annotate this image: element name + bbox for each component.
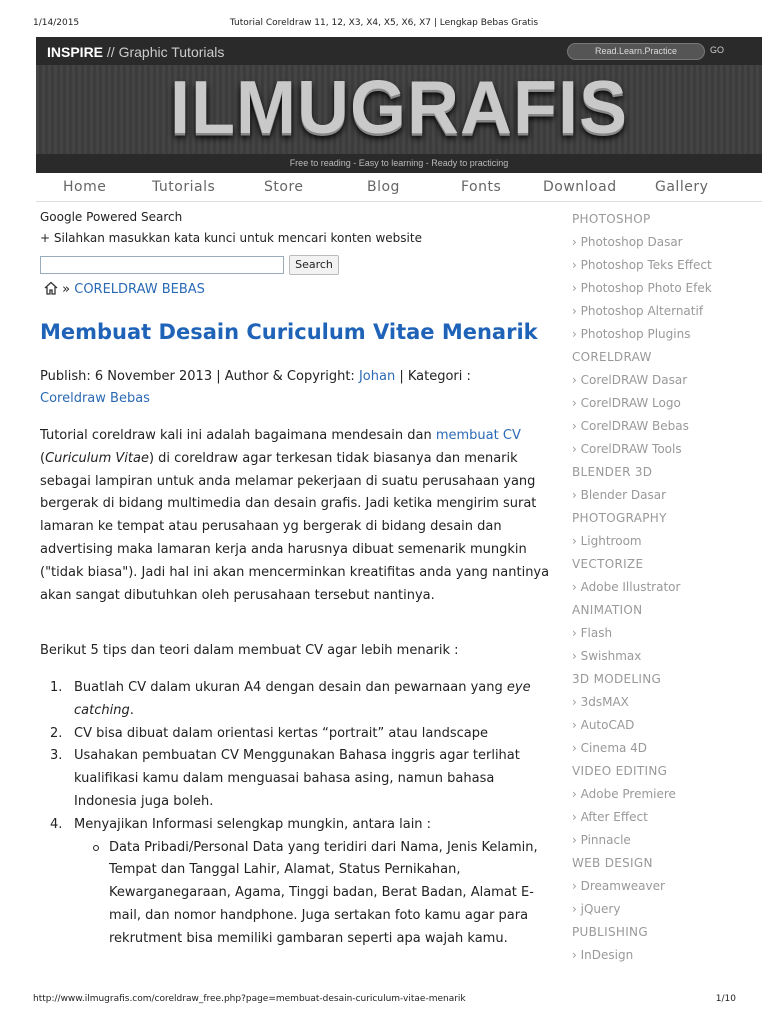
list-italic: eye catching	[74, 680, 531, 718]
article-title: Membuat Desain Curiculum Vitae Menarik	[40, 320, 538, 344]
sidebar-link[interactable]: › Dreamweaver	[572, 879, 665, 893]
nav-tutorials[interactable]: Tutorials	[152, 179, 216, 195]
sidebar-link[interactable]: › AutoCAD	[572, 718, 635, 732]
print-url: http://www.ilmugrafis.com/coreldraw_free.php?page=membuat-desain-curiculum-vitae-menarik	[33, 994, 466, 1004]
sidebar-link[interactable]: › Photoshop Alternatif	[572, 304, 704, 318]
main-nav	[36, 176, 762, 202]
brand-bold: INSPIRE	[47, 44, 104, 60]
list-text: Usahakan pembuatan CV Menggunakan Bahasa inggris agar terlihat kualifikasi kamu dalam menguasai bahasa asing, namun bahasa Indonesia juga boleh.	[74, 748, 520, 809]
sidebar-category[interactable]: PHOTOSHOP	[572, 212, 651, 226]
sidebar-category[interactable]: BLENDER 3D	[572, 465, 653, 479]
tips-list	[40, 677, 560, 951]
sidebar-link[interactable]: › After Effect	[572, 810, 648, 824]
list-text: Menyajikan Informasi selengkap mungkin, antara lain :	[74, 816, 432, 832]
breadcrumb-current[interactable]: CORELDRAW BEBAS	[74, 282, 205, 297]
author-link[interactable]: Johan	[358, 369, 396, 384]
search-label: Google Powered Search	[40, 210, 183, 224]
search-section	[40, 210, 560, 271]
list-number: 4.	[50, 816, 63, 832]
article-paragraph-2: Berikut 5 tips dan teori dalam membuat CV agar lebih menarik :	[40, 643, 459, 658]
membuat-cv-link[interactable]: membuat CV	[435, 428, 521, 443]
sidebar-link[interactable]: › CorelDRAW Dasar	[572, 373, 688, 387]
site-logo[interactable]: ILMUGRAFIS	[170, 66, 628, 150]
sidebar-category[interactable]: VIDEO EDITING	[572, 764, 668, 778]
sidebar-link[interactable]: › Photoshop Plugins	[572, 327, 691, 341]
banner-search-input[interactable]: Read.Learn.Practice	[567, 43, 705, 60]
sidebar-category[interactable]: 3D MODELING	[572, 672, 662, 686]
article-paragraph-1	[40, 425, 560, 607]
list-number: 3.	[50, 748, 63, 764]
sidebar-link[interactable]: › jQuery	[572, 902, 621, 916]
category-link[interactable]: Coreldraw Bebas	[40, 391, 150, 406]
sidebar-link[interactable]: › CorelDRAW Tools	[572, 442, 682, 456]
sidebar-category[interactable]: ANIMATION	[572, 603, 643, 617]
brand-rest: // Graphic Tutorials	[103, 44, 225, 60]
print-header	[0, 0, 768, 34]
home-icon[interactable]	[44, 281, 58, 295]
list-tail: .	[129, 702, 134, 718]
breadcrumb-separator: »	[62, 282, 71, 297]
sidebar-link[interactable]: › InDesign	[572, 948, 634, 962]
list-text: Buatlah CV dalam ukuran A4 dengan desain dan pewarnaan yang	[74, 680, 507, 695]
list-number: 2.	[50, 725, 63, 741]
sidebar-category[interactable]: PUBLISHING	[572, 925, 648, 939]
sidebar-link[interactable]: › Photoshop Photo Efek	[572, 281, 712, 295]
sidebar-link[interactable]: › Adobe Premiere	[572, 787, 676, 801]
sub-list-item	[40, 837, 560, 951]
category-sidebar	[572, 208, 762, 967]
nav-fonts[interactable]: Fonts	[461, 179, 502, 195]
sidebar-link[interactable]: › CorelDRAW Bebas	[572, 419, 689, 433]
sub-list-text: Data Pribadi/Personal Data yang teridiri dari Nama, Jenis Kelamin, Tempat dan Tanggal Lahir, Alamat, Status Pernikahan, Kewarganegaraan, Agama, Tinggi badan, Berat Badan, Alamat E-mail, dan nomor handphone. Juga sertakan foto kamu agar para rekrutment bisa memiliki gambaran seperti apa wajah kamu.	[109, 839, 538, 946]
list-item	[40, 677, 560, 723]
sidebar-link[interactable]: › 3dsMAX	[572, 695, 629, 709]
sidebar-link[interactable]: › CorelDRAW Logo	[572, 396, 681, 410]
sidebar-link[interactable]: › Cinema 4D	[572, 741, 648, 755]
sidebar-category[interactable]: PHOTOGRAPHY	[572, 511, 667, 525]
nav-gallery[interactable]: Gallery	[655, 179, 709, 195]
circle-bullet-icon	[93, 845, 99, 851]
nav-blog[interactable]: Blog	[367, 179, 400, 195]
breadcrumb	[44, 281, 205, 297]
search-hint: + Silahkan masukkan kata kunci untuk mencari konten website	[40, 231, 422, 245]
site-banner	[36, 37, 762, 173]
search-button[interactable]: Search	[289, 255, 339, 275]
sidebar-category[interactable]: VECTORIZE	[572, 557, 644, 571]
sidebar-link[interactable]: › Lightroom	[572, 534, 642, 548]
nav-home[interactable]: Home	[63, 179, 107, 195]
list-item	[40, 723, 560, 746]
banner-tagline: Free to reading - Easy to learning - Ready to practicing	[36, 154, 762, 173]
brand-tagline	[47, 44, 224, 60]
banner-go-button[interactable]: GO	[710, 45, 725, 55]
article-meta	[40, 366, 560, 410]
search-input[interactable]	[40, 256, 284, 274]
list-text: CV bisa dibuat dalam orientasi kertas “portrait” atau landscape	[74, 725, 488, 741]
p1-text-b: (	[40, 450, 46, 466]
sidebar-link[interactable]: › Flash	[572, 626, 613, 640]
sidebar-link[interactable]: › Swishmax	[572, 649, 642, 663]
list-item	[40, 814, 560, 837]
print-page-title: Tutorial Coreldraw 11, 12, X3, X4, X5, X6, X7 | Lengkap Bebas Gratis	[229, 18, 539, 28]
sidebar-link[interactable]: › Blender Dasar	[572, 488, 667, 502]
p1-italic: Curiculum Vitae	[45, 450, 149, 466]
sidebar-link[interactable]: › Pinnacle	[572, 833, 631, 847]
p1-text-a: Tutorial coreldraw kali ini adalah bagaimana mendesain dan	[40, 428, 436, 443]
sidebar-category[interactable]: CORELDRAW	[572, 350, 652, 364]
meta-mid: | Kategori :	[395, 369, 471, 384]
sidebar-link[interactable]: › Photoshop Teks Effect	[572, 258, 712, 272]
nav-store[interactable]: Store	[264, 179, 304, 195]
sidebar-link[interactable]: › Adobe Illustrator	[572, 580, 681, 594]
print-date: 1/14/2015	[33, 18, 80, 28]
list-item	[40, 745, 560, 813]
sidebar-category[interactable]: WEB DESIGN	[572, 856, 653, 870]
print-page-number: 1/10	[715, 994, 736, 1004]
list-number: 1.	[50, 680, 63, 695]
sidebar-link[interactable]: › Photoshop Dasar	[572, 235, 683, 249]
meta-prefix: Publish: 6 November 2013 | Author & Copyright:	[40, 369, 359, 384]
p1-text-c: ) di coreldraw agar terkesan tidak biasanya dan menarik sebagai lampiran untuk anda melamar pekerjaan di suatu perusahaan yang bergerak di bidang multimedia dan desain grafis. Jadi ketika mengirim surat lamaran ke tempat atau perusahaan yg bergerak di bidang desain dan advertising maka lamaran kerja anda harusnya dibuat semenarik mungkin ("tidak biasa"). Jadi hal ini akan mencerminkan kreatifitas anda yang nantinya akan sangat dibutuhkan oleh perusahaan tersebut nantinya.	[40, 450, 550, 603]
nav-download[interactable]: Download	[543, 179, 617, 195]
